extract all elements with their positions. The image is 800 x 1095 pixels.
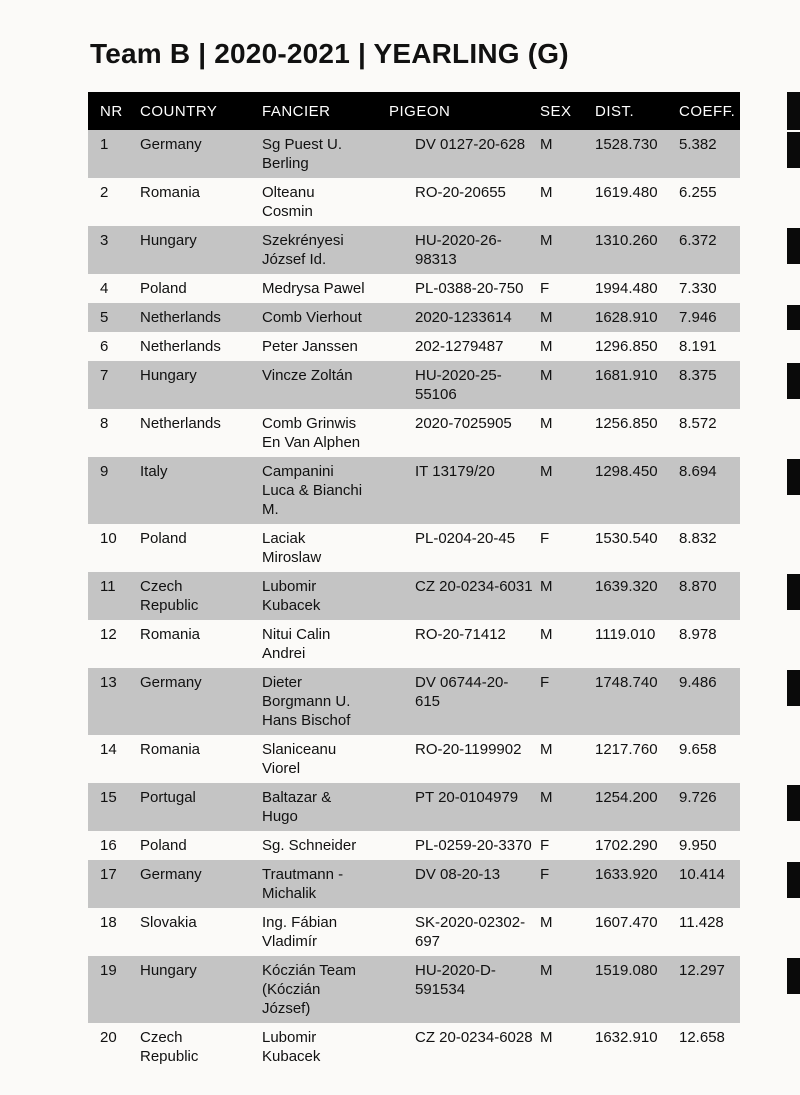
cell-dist: 1530.540 xyxy=(595,530,658,547)
table-row xyxy=(88,1023,740,1071)
cell-fancier: Laciak Miroslaw xyxy=(262,530,322,566)
cell-pigeon: CZ 20-0234-6028 xyxy=(415,1029,533,1046)
cell-nr: 20 xyxy=(100,1029,117,1046)
table-row xyxy=(88,783,740,831)
cell-coeff: 8.572 xyxy=(679,415,717,432)
cell-dist: 1528.730 xyxy=(595,136,658,153)
cell-sex: F xyxy=(540,280,550,297)
cell-coeff: 6.372 xyxy=(679,232,717,249)
cell-coeff: 10.414 xyxy=(679,866,725,883)
cell-pigeon: DV 0127-20-628 xyxy=(415,136,526,153)
page-title: Team B | 2020-2021 | YEARLING (G) xyxy=(90,38,569,69)
cell-fancier: Nitui Calin Andrei xyxy=(262,626,331,662)
header-nr: NR xyxy=(100,103,123,120)
cell-sex: M xyxy=(540,789,553,806)
cell-nr: 4 xyxy=(100,280,109,297)
header-pigeon: PIGEON xyxy=(389,103,451,120)
cell-nr: 8 xyxy=(100,415,109,432)
cell-country: Poland xyxy=(140,837,187,854)
cell-country: Hungary xyxy=(140,232,197,249)
table-row xyxy=(88,409,740,457)
cell-pigeon: PT 20-0104979 xyxy=(415,789,519,806)
cell-dist: 1639.320 xyxy=(595,578,658,595)
cell-sex: M xyxy=(540,626,553,643)
table-row xyxy=(88,457,740,524)
cell-nr: 10 xyxy=(100,530,117,547)
cell-country: Romania xyxy=(140,626,201,643)
cell-sex: F xyxy=(540,530,550,547)
cell-country: Czech Republic xyxy=(140,578,199,614)
cell-coeff: 8.978 xyxy=(679,626,717,643)
cell-nr: 7 xyxy=(100,367,109,384)
cell-nr: 12 xyxy=(100,626,117,643)
cell-dist: 1298.450 xyxy=(595,463,658,480)
cell-dist: 1310.260 xyxy=(595,232,658,249)
cell-country: Poland xyxy=(140,280,187,297)
table-row xyxy=(88,226,740,274)
header-sex: SEX xyxy=(540,103,572,120)
table-row xyxy=(88,831,740,860)
cell-country: Hungary xyxy=(140,962,197,979)
cell-dist: 1254.200 xyxy=(595,789,658,806)
cell-nr: 17 xyxy=(100,866,117,883)
cell-dist: 1519.080 xyxy=(595,962,658,979)
cell-sex: M xyxy=(540,741,553,758)
cell-nr: 9 xyxy=(100,463,109,480)
cell-country: Czech Republic xyxy=(140,1029,199,1065)
cell-pigeon: PL-0259-20-3370 xyxy=(415,837,532,854)
cell-sex: M xyxy=(540,415,553,432)
cell-coeff: 8.870 xyxy=(679,578,717,595)
cell-sex: F xyxy=(540,674,550,691)
table-row xyxy=(88,908,740,956)
cell-country: Slovakia xyxy=(140,914,197,931)
cell-sex: M xyxy=(540,578,553,595)
cell-fancier: Lubomir Kubacek xyxy=(262,578,321,614)
cell-fancier: Comb Grinwis En Van Alphen xyxy=(262,415,361,451)
cell-nr: 19 xyxy=(100,962,117,979)
cell-nr: 11 xyxy=(100,578,116,595)
cell-coeff: 7.946 xyxy=(679,309,717,326)
cell-coeff: 9.486 xyxy=(679,674,717,691)
cell-country: Germany xyxy=(140,866,202,883)
cell-nr: 1 xyxy=(100,136,109,153)
cell-nr: 16 xyxy=(100,837,117,854)
cell-pigeon: 2020-1233614 xyxy=(415,309,512,326)
cell-country: Netherlands xyxy=(140,415,221,432)
cell-coeff: 12.297 xyxy=(679,962,725,979)
cell-pigeon: PL-0388-20-750 xyxy=(415,280,524,297)
table-row xyxy=(88,860,740,908)
cell-dist: 1607.470 xyxy=(595,914,658,931)
cell-coeff: 12.658 xyxy=(679,1029,725,1046)
table-row xyxy=(88,130,740,178)
cell-country: Portugal xyxy=(140,789,196,806)
cell-coeff: 7.330 xyxy=(679,280,717,297)
results-page xyxy=(0,38,800,1071)
cell-nr: 2 xyxy=(100,184,109,201)
table-row xyxy=(88,735,740,783)
cell-pigeon: IT 13179/20 xyxy=(415,463,495,480)
cell-coeff: 9.726 xyxy=(679,789,717,806)
cell-fancier: Slaniceanu Viorel xyxy=(262,741,337,777)
cell-nr: 18 xyxy=(100,914,117,931)
cell-nr: 15 xyxy=(100,789,117,806)
table-row xyxy=(88,956,740,1023)
cell-sex: M xyxy=(540,184,553,201)
table-row xyxy=(88,178,740,226)
cell-fancier: Trautmann - Michalik xyxy=(262,866,344,902)
cell-country: Italy xyxy=(140,463,168,480)
cell-nr: 3 xyxy=(100,232,109,249)
cell-fancier: Szekrényesi József Id. xyxy=(262,232,344,268)
cell-fancier: Sg. Schneider xyxy=(262,837,357,854)
cell-sex: F xyxy=(540,837,550,854)
cell-country: Poland xyxy=(140,530,187,547)
cell-country: Netherlands xyxy=(140,309,221,326)
cell-nr: 6 xyxy=(100,338,109,355)
cell-coeff: 5.382 xyxy=(679,136,717,153)
cell-coeff: 9.950 xyxy=(679,837,717,854)
cell-fancier: Campanini Luca & Bianchi M. xyxy=(262,463,363,518)
results-table xyxy=(88,92,740,1071)
cell-sex: M xyxy=(540,367,553,384)
cell-pigeon: 202-1279487 xyxy=(415,338,504,355)
cell-fancier: Peter Janssen xyxy=(262,338,358,355)
cell-sex: F xyxy=(540,866,550,883)
table-row xyxy=(88,361,740,409)
cell-fancier: Medrysa Pawel xyxy=(262,280,365,297)
cell-fancier: Baltazar & Hugo xyxy=(262,789,332,825)
cell-coeff: 8.191 xyxy=(679,338,717,355)
results-table-body xyxy=(88,130,740,1071)
cell-pigeon: HU-2020-26-98313 xyxy=(415,232,502,268)
cell-pigeon: RO-20-71412 xyxy=(415,626,506,643)
cell-coeff: 8.694 xyxy=(679,463,717,480)
cell-pigeon: CZ 20-0234-6031 xyxy=(415,578,533,595)
table-row xyxy=(88,332,740,361)
table-row xyxy=(88,668,740,735)
cell-sex: M xyxy=(540,338,553,355)
table-row xyxy=(88,572,740,620)
cell-dist: 1748.740 xyxy=(595,674,658,691)
cell-dist: 1296.850 xyxy=(595,338,658,355)
header-coeff: COEFF. xyxy=(679,103,736,120)
cell-fancier: Lubomir Kubacek xyxy=(262,1029,321,1065)
cell-country: Romania xyxy=(140,741,201,758)
cell-nr: 14 xyxy=(100,741,117,758)
cell-pigeon: 2020-7025905 xyxy=(415,415,512,432)
cell-pigeon: PL-0204-20-45 xyxy=(415,530,516,547)
cell-country: Romania xyxy=(140,184,201,201)
cell-fancier: Dieter Borgmann U. Hans Bischof xyxy=(262,674,351,729)
cell-pigeon: HU-2020-25-55106 xyxy=(415,367,502,403)
cell-coeff: 6.255 xyxy=(679,184,717,201)
cell-pigeon: DV 08-20-13 xyxy=(415,866,501,883)
cell-dist: 1632.910 xyxy=(595,1029,658,1046)
cell-sex: M xyxy=(540,136,553,153)
header-country: COUNTRY xyxy=(140,103,218,120)
cell-coeff: 9.658 xyxy=(679,741,717,758)
cell-sex: M xyxy=(540,309,553,326)
cell-sex: M xyxy=(540,914,553,931)
cell-fancier: Sg Puest U. Berling xyxy=(262,136,343,172)
header-dist: DIST. xyxy=(595,103,635,120)
cell-sex: M xyxy=(540,232,553,249)
cell-country: Hungary xyxy=(140,367,197,384)
table-row xyxy=(88,274,740,303)
cell-coeff: 11.428 xyxy=(679,914,724,931)
cell-dist: 1633.920 xyxy=(595,866,658,883)
cell-fancier: Ing. Fábian Vladimír xyxy=(262,914,338,950)
cell-country: Germany xyxy=(140,136,202,153)
cell-coeff: 8.832 xyxy=(679,530,717,547)
cell-dist: 1217.760 xyxy=(595,741,658,758)
cell-dist: 1994.480 xyxy=(595,280,658,297)
cell-pigeon: HU-2020-D-591534 xyxy=(415,962,496,998)
table-row xyxy=(88,524,740,572)
cell-nr: 5 xyxy=(100,309,109,326)
cell-coeff: 8.375 xyxy=(679,367,717,384)
cell-pigeon: RO-20-20655 xyxy=(415,184,506,201)
cell-dist: 1119.010 xyxy=(595,626,656,643)
cell-pigeon: DV 06744-20-615 xyxy=(415,674,509,710)
cell-dist: 1619.480 xyxy=(595,184,658,201)
header-fancier: FANCIER xyxy=(262,103,331,120)
cell-country: Netherlands xyxy=(140,338,221,355)
cell-fancier: Olteanu Cosmin xyxy=(262,184,315,220)
cell-dist: 1702.290 xyxy=(595,837,658,854)
cell-dist: 1681.910 xyxy=(595,367,658,384)
cell-pigeon: RO-20-1199902 xyxy=(415,741,522,758)
cell-fancier: Comb Vierhout xyxy=(262,309,362,326)
cell-country: Germany xyxy=(140,674,202,691)
cell-sex: M xyxy=(540,463,553,480)
cell-sex: M xyxy=(540,1029,553,1046)
cell-fancier: Vincze Zoltán xyxy=(262,367,353,384)
table-header-row xyxy=(88,92,740,130)
table-row xyxy=(88,303,740,332)
cell-dist: 1628.910 xyxy=(595,309,658,326)
cell-sex: M xyxy=(540,962,553,979)
cell-pigeon: SK-2020-02302-697 xyxy=(415,914,526,950)
cell-fancier: Kóczián Team (Kóczián József) xyxy=(262,962,356,1017)
table-row xyxy=(88,620,740,668)
cell-dist: 1256.850 xyxy=(595,415,658,432)
cell-nr: 13 xyxy=(100,674,117,691)
